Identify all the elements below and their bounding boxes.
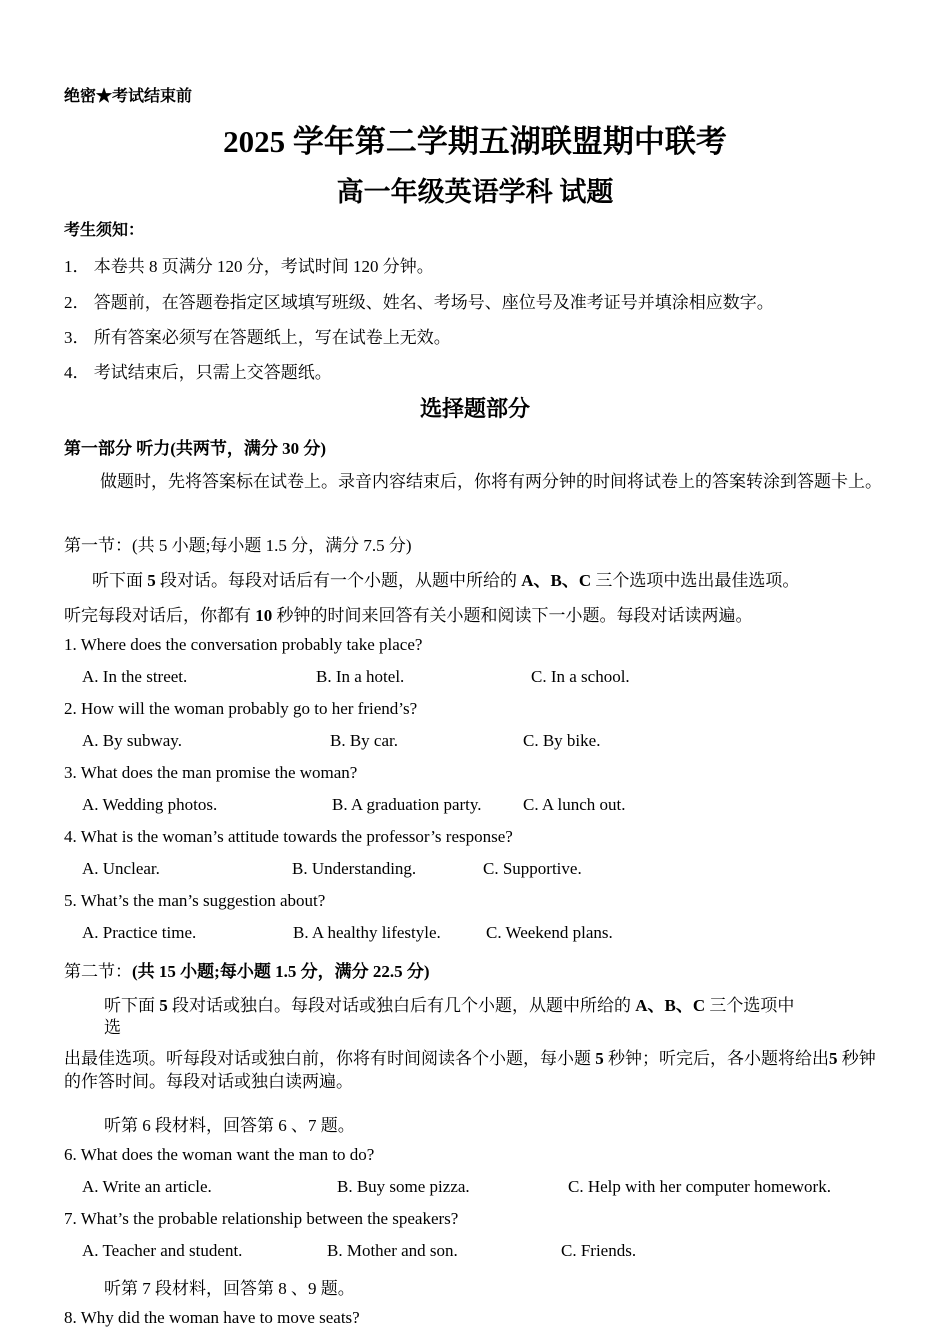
option-a: A. Teacher and student.: [82, 1241, 243, 1260]
instr-text: 三个选项中: [705, 996, 795, 1015]
option-b: B. Understanding.: [292, 859, 417, 878]
part1-heading: 第一部分 听力(共两节，满分 30 分): [64, 439, 327, 458]
section2-instruction-para2: [64, 1047, 890, 1093]
instr-number: 5: [147, 571, 156, 590]
exam-subtitle: 高一年级英语学科 试题: [336, 177, 614, 207]
confidential-label: 绝密★考试结束前: [64, 88, 193, 105]
option-b: B. Buy some pizza.: [337, 1177, 470, 1196]
instr-options: A、B、C: [635, 996, 706, 1015]
instr-number: 10: [255, 606, 273, 625]
instr-options: A、B、C: [521, 571, 592, 590]
notice-item-3: 3． 所有答案必须写在答题纸上，写在试卷上无效。: [64, 328, 451, 347]
instr-number: 5: [829, 1049, 838, 1068]
section1-instruction-1: [92, 566, 799, 591]
notice-item-2: 2． 答题前，在答题卷指定区域填写班级、姓名、考场号、座位号及准考证号并填涂相应数字。: [64, 293, 774, 312]
option-c: C. Weekend plans.: [486, 923, 613, 942]
option-a: A. Write an article.: [82, 1177, 212, 1196]
question-text: 7. What’s the probable relationship between the speakers?: [64, 1209, 459, 1228]
notice-item-4: 4． 考试结束后，只需上交答题纸。: [64, 363, 332, 382]
question-text: 4. What is the woman’s attitude towards the professor’s response?: [64, 827, 513, 846]
question-text: 6. What does the woman want the man to do?: [64, 1145, 375, 1164]
option-a: A. By subway.: [82, 731, 182, 750]
notice-item-1: 1． 本卷共 8 页满分 120 分，考试时间 120 分钟。: [64, 257, 434, 276]
instr-text: 听下面: [104, 996, 160, 1015]
option-b: B. Mother and son.: [327, 1241, 458, 1260]
question-text: 5. What’s the man’s suggestion about?: [64, 891, 326, 910]
instr-number: 5: [159, 996, 168, 1015]
instr-text: 段对话或独白。每段对话或独白后有几个小题，从题中所给的: [167, 996, 636, 1015]
instr-number: 5: [595, 1049, 604, 1068]
question-text: 2. How will the woman probably go to her friend’s?: [64, 699, 418, 718]
section2-instruction-line1: [104, 991, 794, 1016]
section2-heading: [64, 957, 429, 982]
option-a: A. Wedding photos.: [82, 795, 218, 814]
option-a: A. Practice time.: [82, 923, 197, 942]
question-text: 1. Where does the conversation probably take place?: [64, 635, 423, 654]
option-c: C. Supportive.: [483, 859, 582, 878]
instr-text: 听完每段对话后，你都有: [64, 606, 256, 625]
notice-heading: 考生须知：: [64, 222, 145, 239]
instr-text: 秒钟；听完后，各小题将给出: [603, 1049, 829, 1068]
section-title: 选择题部分: [419, 396, 530, 421]
instr-text: 听下面: [92, 571, 148, 590]
section1-instruction-2: [64, 601, 753, 626]
section2-instruction-wrap: 选: [104, 1018, 121, 1037]
instr-text: 秒钟的作答时间。每段对话或独白读两遍。: [64, 1049, 876, 1091]
option-c: C. By bike.: [523, 731, 601, 750]
option-a: A. In the street.: [82, 667, 188, 686]
exam-title: 2025 学年第二学期五湖联盟期中联考: [223, 124, 727, 159]
instr-text: 段对话。每段对话后有一个小题，从题中所给的: [155, 571, 522, 590]
section2-heading-label: 第二节：: [64, 962, 132, 981]
option-c: C. In a school.: [531, 667, 630, 686]
option-b: B. A graduation party.: [332, 795, 482, 814]
question-text: 3. What does the man promise the woman?: [64, 763, 358, 782]
instr-text: 出最佳选项。听每段对话或独白前，你将有时间阅读各个小题，每小题: [64, 1049, 596, 1068]
instr-text: 三个选项中选出最佳选项。: [591, 571, 800, 590]
section1-heading: 第一节：(共 5 小题;每小题 1.5 分，满分 7.5 分): [64, 536, 412, 555]
question-text: 8. Why did the woman have to move seats?: [64, 1308, 360, 1327]
option-b: B. In a hotel.: [316, 667, 405, 686]
option-c: C. A lunch out.: [523, 795, 626, 814]
option-c: C. Help with her computer homework.: [568, 1177, 831, 1196]
part1-intro: 做题时，先将答案标在试卷上。录音内容结束后，你将有两分钟的时间将试卷上的答案转涂到答题卡上。: [100, 472, 882, 491]
option-c: C. Friends.: [561, 1241, 637, 1260]
option-a: A. Unclear.: [82, 859, 160, 878]
instr-text: 秒钟的时间来回答有关小题和阅读下一小题。每段对话读两遍。: [272, 606, 753, 625]
material-7-instruction: 听第 7 段材料，回答第 8 、9 题。: [104, 1279, 355, 1298]
option-b: B. By car.: [330, 731, 398, 750]
option-b: B. A healthy lifestyle.: [293, 923, 441, 942]
section2-heading-scoring: (共 15 小题;每小题 1.5 分，满分 22.5 分): [132, 962, 430, 981]
material-6-instruction: 听第 6 段材料，回答第 6 、7 题。: [104, 1116, 355, 1135]
